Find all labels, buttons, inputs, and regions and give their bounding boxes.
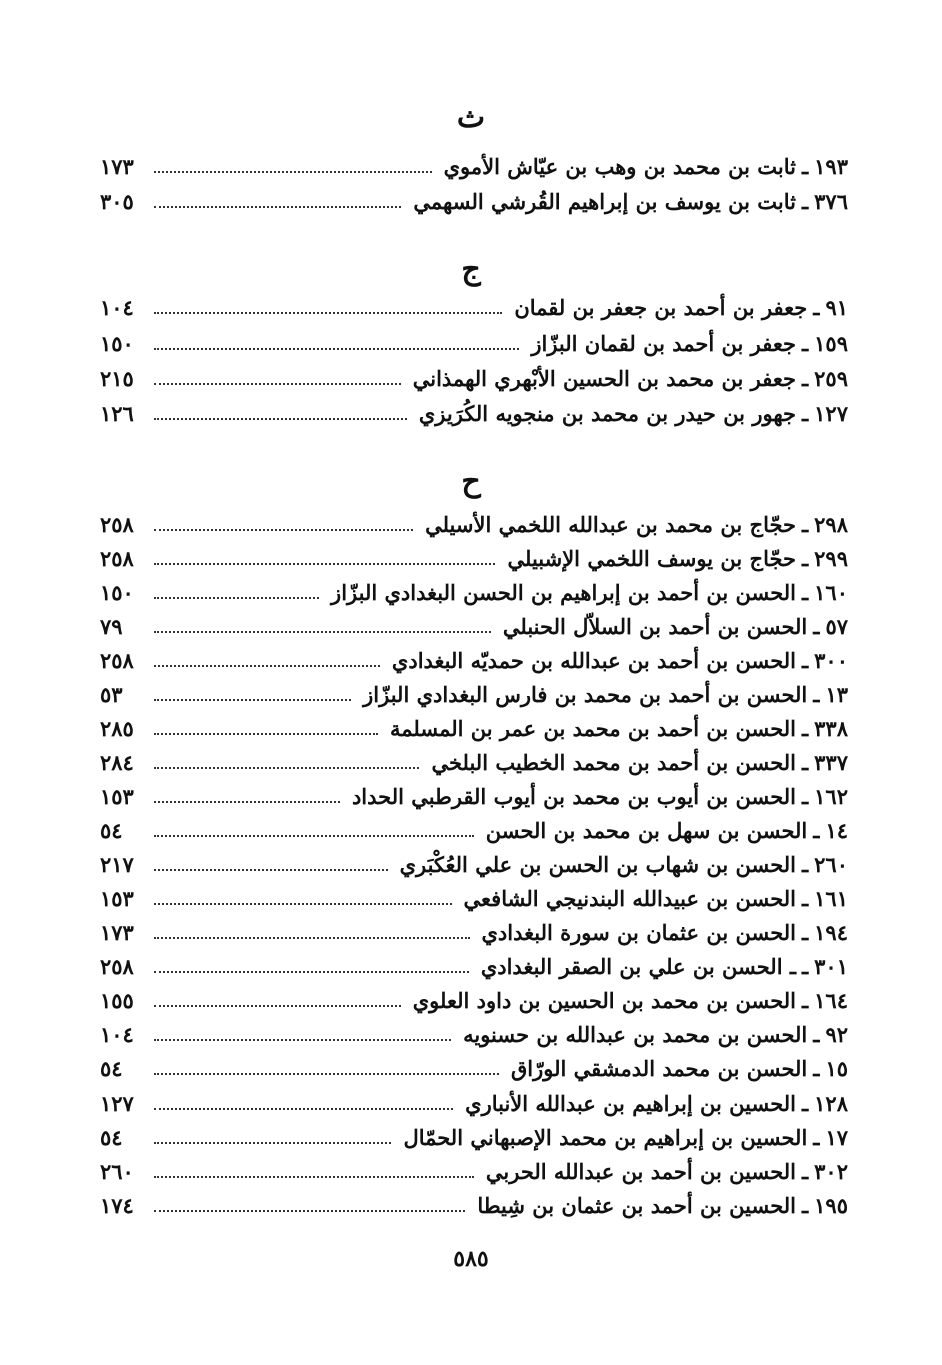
index-entry: [100, 1051, 848, 1085]
dot-leader: [154, 171, 432, 173]
entry-name: جعفر بن أحمد بن جعفر بن لقمان: [514, 294, 808, 320]
dot-leader: [154, 937, 470, 939]
entry-number: ٢٥٩: [814, 365, 848, 391]
entry-page: ١٢٧: [100, 1090, 134, 1116]
entry-page: ٢١٧: [100, 851, 134, 877]
dot-leader: [154, 665, 380, 667]
index-entry: [100, 1154, 848, 1188]
index-entry: [100, 1086, 848, 1120]
entry-name: الحسن بن سهل بن محمد بن الحسن: [485, 817, 808, 843]
entry-page: ٢٥٨: [100, 647, 134, 673]
entry-number: ١٢٧: [814, 400, 848, 426]
entry-page: ١٥٠: [100, 579, 134, 605]
entry-page: ٢٨٤: [100, 749, 134, 775]
dot-leader: [154, 1210, 465, 1212]
entry-separator: ـ: [802, 188, 809, 214]
dot-leader: [154, 1142, 391, 1144]
index-entry: [100, 1120, 848, 1154]
entry-separator: ـ: [813, 1021, 820, 1047]
dot-leader: [154, 312, 502, 314]
entry-page: ١٠٤: [100, 1021, 134, 1047]
dot-leader: [154, 1005, 401, 1007]
dot-leader: [154, 835, 474, 837]
entry-separator: ـ: [802, 647, 809, 673]
entry-page: ٢٨٥: [100, 715, 134, 741]
entry-number: ١٥٩: [814, 330, 848, 356]
entry-page: ٥٣: [100, 681, 123, 707]
index-entry: [100, 881, 848, 915]
entry-page: ١٥٠: [100, 330, 134, 356]
entry-separator: ـ: [802, 783, 809, 809]
section-letter-tha: ث: [456, 100, 486, 135]
entry-name: ثابت بن يوسف بن إبراهيم القُرشي السهمي: [413, 188, 796, 214]
entry-number: ٩٢: [825, 1021, 848, 1047]
entry-page: ٢٥٨: [100, 545, 134, 571]
entry-number: ١٦٤: [814, 987, 848, 1013]
dot-leader: [154, 699, 351, 701]
index-entry: [100, 326, 848, 360]
entry-separator: ـ: [802, 987, 809, 1013]
dot-leader: [154, 801, 340, 803]
entry-page: ٣٠٥: [100, 188, 134, 214]
entry-number: ١٧: [825, 1124, 848, 1150]
entry-page: ٧٩: [100, 613, 123, 639]
dot-leader: [154, 206, 401, 208]
dot-leader: [154, 767, 419, 769]
entry-number: ١٩٣: [814, 153, 848, 179]
entry-number: ٣٧٦: [814, 188, 848, 214]
index-entry: [100, 1188, 848, 1222]
entry-number: ٢٩٨: [814, 511, 848, 537]
entry-name: ثابت بن محمد بن وهب بن عيّاش الأموي: [443, 153, 796, 179]
entry-separator: ـ: [813, 681, 820, 707]
entry-separator: ـ: [802, 1192, 809, 1218]
index-entry: [100, 949, 848, 983]
dot-leader: [154, 733, 378, 735]
entry-name: ـ الحسن بن علي بن الصقر البغدادي: [480, 953, 796, 979]
entry-page: ٥٤: [100, 1124, 123, 1150]
dot-leader: [154, 1073, 499, 1075]
dot-leader: [154, 903, 452, 905]
index-entry: [100, 396, 848, 430]
index-entry: [100, 149, 848, 183]
entry-name: الحسن بن أحمد بن محمد بن عمر بن المسلمة: [390, 715, 796, 741]
entry-number: ٣٣٧: [814, 749, 848, 775]
dot-leader: [154, 1039, 451, 1041]
entry-separator: ـ: [802, 511, 809, 537]
index-entry: [100, 745, 848, 779]
entry-page: ٢٥٨: [100, 511, 134, 537]
entry-name: الحسن بن محمد بن الحسين بن داود العلوي: [412, 987, 796, 1013]
page-number: ٥٨٥: [453, 1246, 489, 1272]
entry-name: جهور بن حيدر بن محمد بن منجويه الكُرَيزي: [418, 400, 796, 426]
dot-leader: [154, 418, 407, 420]
dot-leader: [154, 1108, 453, 1110]
entry-name: الحسن بن أحمد بن محمد بن فارس البغدادي البزّاز: [363, 681, 808, 707]
index-entry: [100, 575, 848, 609]
entry-name: الحسن بن عثمان بن سورة البغدادي: [481, 919, 796, 945]
entry-separator: ـ: [802, 919, 809, 945]
dot-leader: [154, 1176, 474, 1178]
dot-leader: [154, 348, 519, 350]
entry-page: ٢١٥: [100, 365, 134, 391]
entry-number: ١٤: [825, 817, 848, 843]
entry-separator: ـ: [813, 1124, 820, 1150]
index-entry: [100, 361, 848, 395]
entry-name: الحسن بن أحمد بن عبدالله بن حمديّه البغدادي: [391, 647, 796, 673]
entry-page: ٥٤: [100, 817, 123, 843]
entry-separator: ـ: [802, 885, 809, 911]
entry-number: ١٣: [825, 681, 848, 707]
entry-number: ٣٠٢: [814, 1158, 848, 1184]
index-entry: [100, 541, 848, 575]
entry-separator: ـ: [813, 613, 820, 639]
entry-number: ٣٣٨: [814, 715, 848, 741]
entry-separator: ـ: [802, 365, 809, 391]
section-letter-ha: ح: [461, 464, 481, 499]
entry-name: الحسن بن محمد بن عبدالله بن حسنويه: [463, 1021, 808, 1047]
entry-name: الحسن بن عبيدالله البندنيجي الشافعي: [463, 885, 796, 911]
index-entry: [100, 915, 848, 949]
index-entry: [100, 184, 848, 218]
entry-number: ١٢٨: [814, 1090, 848, 1116]
entry-separator: ـ: [802, 545, 809, 571]
entry-separator: ـ: [802, 851, 809, 877]
entry-number: ١٦٠: [814, 579, 848, 605]
entry-page: ١٧٤: [100, 1192, 134, 1218]
entry-page: ١٥٣: [100, 885, 134, 911]
entry-name: حجّاج بن محمد بن عبدالله اللخمي الأسيلي: [425, 511, 796, 537]
entry-separator: ـ: [813, 1055, 820, 1081]
entry-number: ٣٠٠: [814, 647, 848, 673]
index-entry: [100, 290, 848, 324]
entry-name: الحسين بن أحمد بن عبدالله الحربي: [485, 1158, 796, 1184]
entry-name: جعفر بن أحمد بن لقمان البزّاز: [531, 330, 796, 356]
index-entry: [100, 779, 848, 813]
entry-page: ١٢٦: [100, 400, 134, 426]
entry-separator: ـ: [802, 1158, 809, 1184]
entry-name: الحسين بن أحمد بن عثمان بن شِيطا: [477, 1192, 796, 1218]
dot-leader: [154, 971, 469, 973]
entry-page: ٢٦٠: [100, 1158, 134, 1184]
entry-page: ٢٥٨: [100, 953, 134, 979]
dot-leader: [154, 631, 491, 633]
entry-separator: ـ: [802, 330, 809, 356]
entry-separator: ـ: [802, 715, 809, 741]
entry-separator: ـ: [802, 400, 809, 426]
entry-name: الحسن بن محمد الدمشقي الورّاق: [511, 1055, 808, 1081]
entry-number: ٢٩٩: [814, 545, 848, 571]
dot-leader: [154, 529, 413, 531]
entry-page: ١٧٣: [100, 919, 134, 945]
index-entry: [100, 847, 848, 881]
entry-separator: ـ: [802, 579, 809, 605]
index-entry: [100, 677, 848, 711]
entry-page: ١٥٥: [100, 987, 134, 1013]
entry-number: ٥٧: [825, 613, 848, 639]
entry-number: ٩١: [825, 294, 848, 320]
entry-name: حجّاج بن يوسف اللخمي الإشبيلي: [507, 545, 796, 571]
entry-name: الحسن بن أحمد بن محمد الخطيب البلخي: [431, 749, 796, 775]
entry-number: ١٩٥: [814, 1192, 848, 1218]
entry-name: الحسن بن أحمد بن إبراهيم بن الحسن البغدادي البزّاز: [331, 579, 796, 605]
dot-leader: [154, 383, 401, 385]
index-entry: [100, 1017, 848, 1051]
entry-page: ١٥٣: [100, 783, 134, 809]
index-entry: [100, 643, 848, 677]
index-entry: [100, 507, 848, 541]
entry-page: ٥٤: [100, 1055, 123, 1081]
entry-name: الحسن بن أحمد بن السلاّل الحنبلي: [502, 613, 808, 639]
entry-number: ٢٦٠: [814, 851, 848, 877]
index-entry: [100, 711, 848, 745]
entry-separator: ـ: [813, 294, 820, 320]
entry-name: الحسين بن إبراهيم بن محمد الإصبهاني الحمّال: [403, 1124, 808, 1150]
index-entry: [100, 983, 848, 1017]
entry-number: ٣٠١: [814, 953, 848, 979]
index-entry: [100, 609, 848, 643]
entry-number: ١٩٤: [814, 919, 848, 945]
entry-separator: ـ: [802, 1090, 809, 1116]
dot-leader: [154, 869, 388, 871]
entry-separator: ـ: [802, 153, 809, 179]
entry-separator: ـ: [802, 953, 809, 979]
entry-name: الحسن بن شهاب بن الحسن بن علي العُكْبَري: [399, 851, 796, 877]
entry-number: ١٦١: [814, 885, 848, 911]
entry-page: ١٧٣: [100, 153, 134, 179]
dot-leader: [154, 563, 495, 565]
entry-number: ١٥: [825, 1055, 848, 1081]
entry-separator: ـ: [802, 749, 809, 775]
entry-name: الحسين بن إبراهيم بن عبدالله الأنباري: [465, 1090, 796, 1116]
dot-leader: [154, 597, 319, 599]
section-letter-jim: ج: [461, 252, 481, 287]
entry-page: ١٠٤: [100, 294, 134, 320]
index-entry: [100, 813, 848, 847]
entry-number: ١٦٢: [814, 783, 848, 809]
entry-name: الحسن بن أيوب بن محمد بن أيوب القرطبي الحداد: [351, 783, 796, 809]
entry-separator: ـ: [813, 817, 820, 843]
entry-name: جعفر بن محمد بن الحسين الأبْهري الهمذاني: [412, 365, 796, 391]
